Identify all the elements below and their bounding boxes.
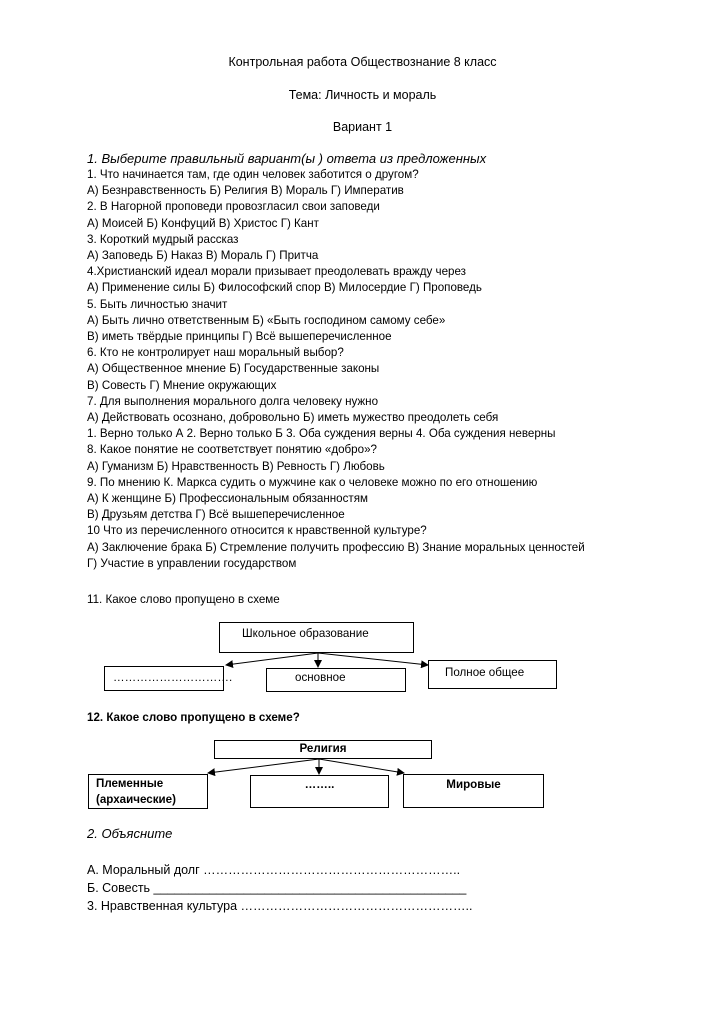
explain-item: А. Моральный долг …………………………………………………….. [87, 863, 461, 877]
q11-right-label: Полное общее [445, 666, 525, 679]
explain-item: Б. Совесть _____________________________________________ [87, 881, 467, 895]
q12-left-label-line1: Племенные [96, 777, 164, 790]
question-line: А) Моисей Б) Конфуций В) Христос Г) Кант [87, 216, 319, 230]
question-line: А) Заключение брака Б) Стремление получить профессию В) Знание моральных ценностей [87, 540, 585, 554]
document-title: Контрольная работа Обществознание 8 класс [228, 55, 497, 69]
question-line: 3. Короткий мудрый рассказ [87, 232, 239, 246]
document-topic: Тема: Личность и мораль [288, 88, 437, 102]
question-line: В) иметь твёрдые принципы Г) Всё вышеперечисленное [87, 330, 392, 343]
q11-question: 11. Какое слово пропущено в схеме [87, 593, 280, 606]
q12-question: 12. Какое слово пропущено в схеме? [87, 711, 300, 724]
question-line: А) Действовать осознано, добровольно Б) иметь мужество преодолеть себя [87, 411, 499, 424]
question-line: В) Друзьям детства Г) Всё вышеперечисленное [87, 508, 345, 522]
question-line: 1. Верно только А 2. Верно только Б 3. Оба суждения верны 4. Оба суждения неверны [87, 427, 556, 441]
document-variant: Вариант 1 [332, 120, 393, 134]
q12-middle-box [250, 775, 389, 808]
question-line: А) К женщине Б) Профессиональным обязанностям [87, 492, 368, 505]
q11-top-label: Школьное образование [242, 627, 369, 640]
question-line: Г) Участие в управлении государством [87, 556, 297, 570]
q11-left-label: …………………………. [113, 671, 233, 684]
question-line: 5. Быть личностью значит [87, 297, 228, 311]
question-line: 10 Что из перечисленного относится к нравственной культуре? [87, 524, 427, 538]
q12-right-box [403, 774, 544, 808]
q12-top-box [214, 740, 432, 759]
question-line: В) Совесть Г) Мнение окружающих [87, 378, 277, 392]
q11-arrow-right [318, 653, 428, 665]
q11-top-box [219, 622, 414, 653]
explain-item: 3. Нравственная культура ……………………………………………….. [87, 899, 473, 913]
question-line: 9. По мнению К. Маркса судить о мужчине как о человеке можно по его отношению [87, 475, 538, 489]
q11-arrow-left [226, 653, 318, 665]
question-line: А) Гуманизм Б) Нравственность В) Ревность Г) Любовь [87, 459, 385, 473]
question-line: А) Быть лично ответственным Б) «Быть господином самому себе» [87, 313, 446, 327]
q12-middle-label: …….. [304, 778, 335, 791]
question-line: А) Применение силы Б) Философский спор В) Милосердие Г) Проповедь [87, 281, 482, 295]
question-line: А) Общественное мнение Б) Государственные законы [87, 362, 380, 376]
question-line: А) Заповедь Б) Наказ В) Мораль Г) Притча [87, 249, 319, 262]
q11-middle-box [266, 668, 406, 692]
q12-right-label: Мировые [446, 778, 501, 791]
q12-top-label: Религия [299, 742, 347, 755]
q11-middle-label: основное [295, 671, 346, 684]
q12-arrow-right [319, 759, 404, 773]
question-line: 6. Кто не контролирует наш моральный выбор? [87, 346, 344, 360]
question-line: 4.Христианский идеал морали призывает преодолевать вражду через [87, 265, 466, 279]
q11-right-box [428, 660, 557, 689]
q12-left-box [88, 774, 208, 809]
q11-left-box [104, 666, 233, 691]
question-line: 7. Для выполнения морального долга человеку нужно [87, 394, 379, 408]
question-line: 1. Что начинается там, где один человек заботится о другом? [87, 168, 419, 181]
section2-heading: 2. Объясните [87, 826, 173, 841]
q12-arrow-left [208, 759, 319, 773]
section1-heading: 1. Выберите правильный вариант(ы ) ответа из предложенных [87, 151, 487, 166]
question-line: 8. Какое понятие не соответствует понятию «добро»? [87, 443, 377, 457]
question-line: 2. В Нагорной проповеди провозгласил свои заповеди [87, 200, 380, 214]
q12-left-label-line2: (архаические) [96, 793, 176, 806]
question-line: А) Безнравственность Б) Религия В) Мораль Г) Императив [87, 184, 404, 198]
